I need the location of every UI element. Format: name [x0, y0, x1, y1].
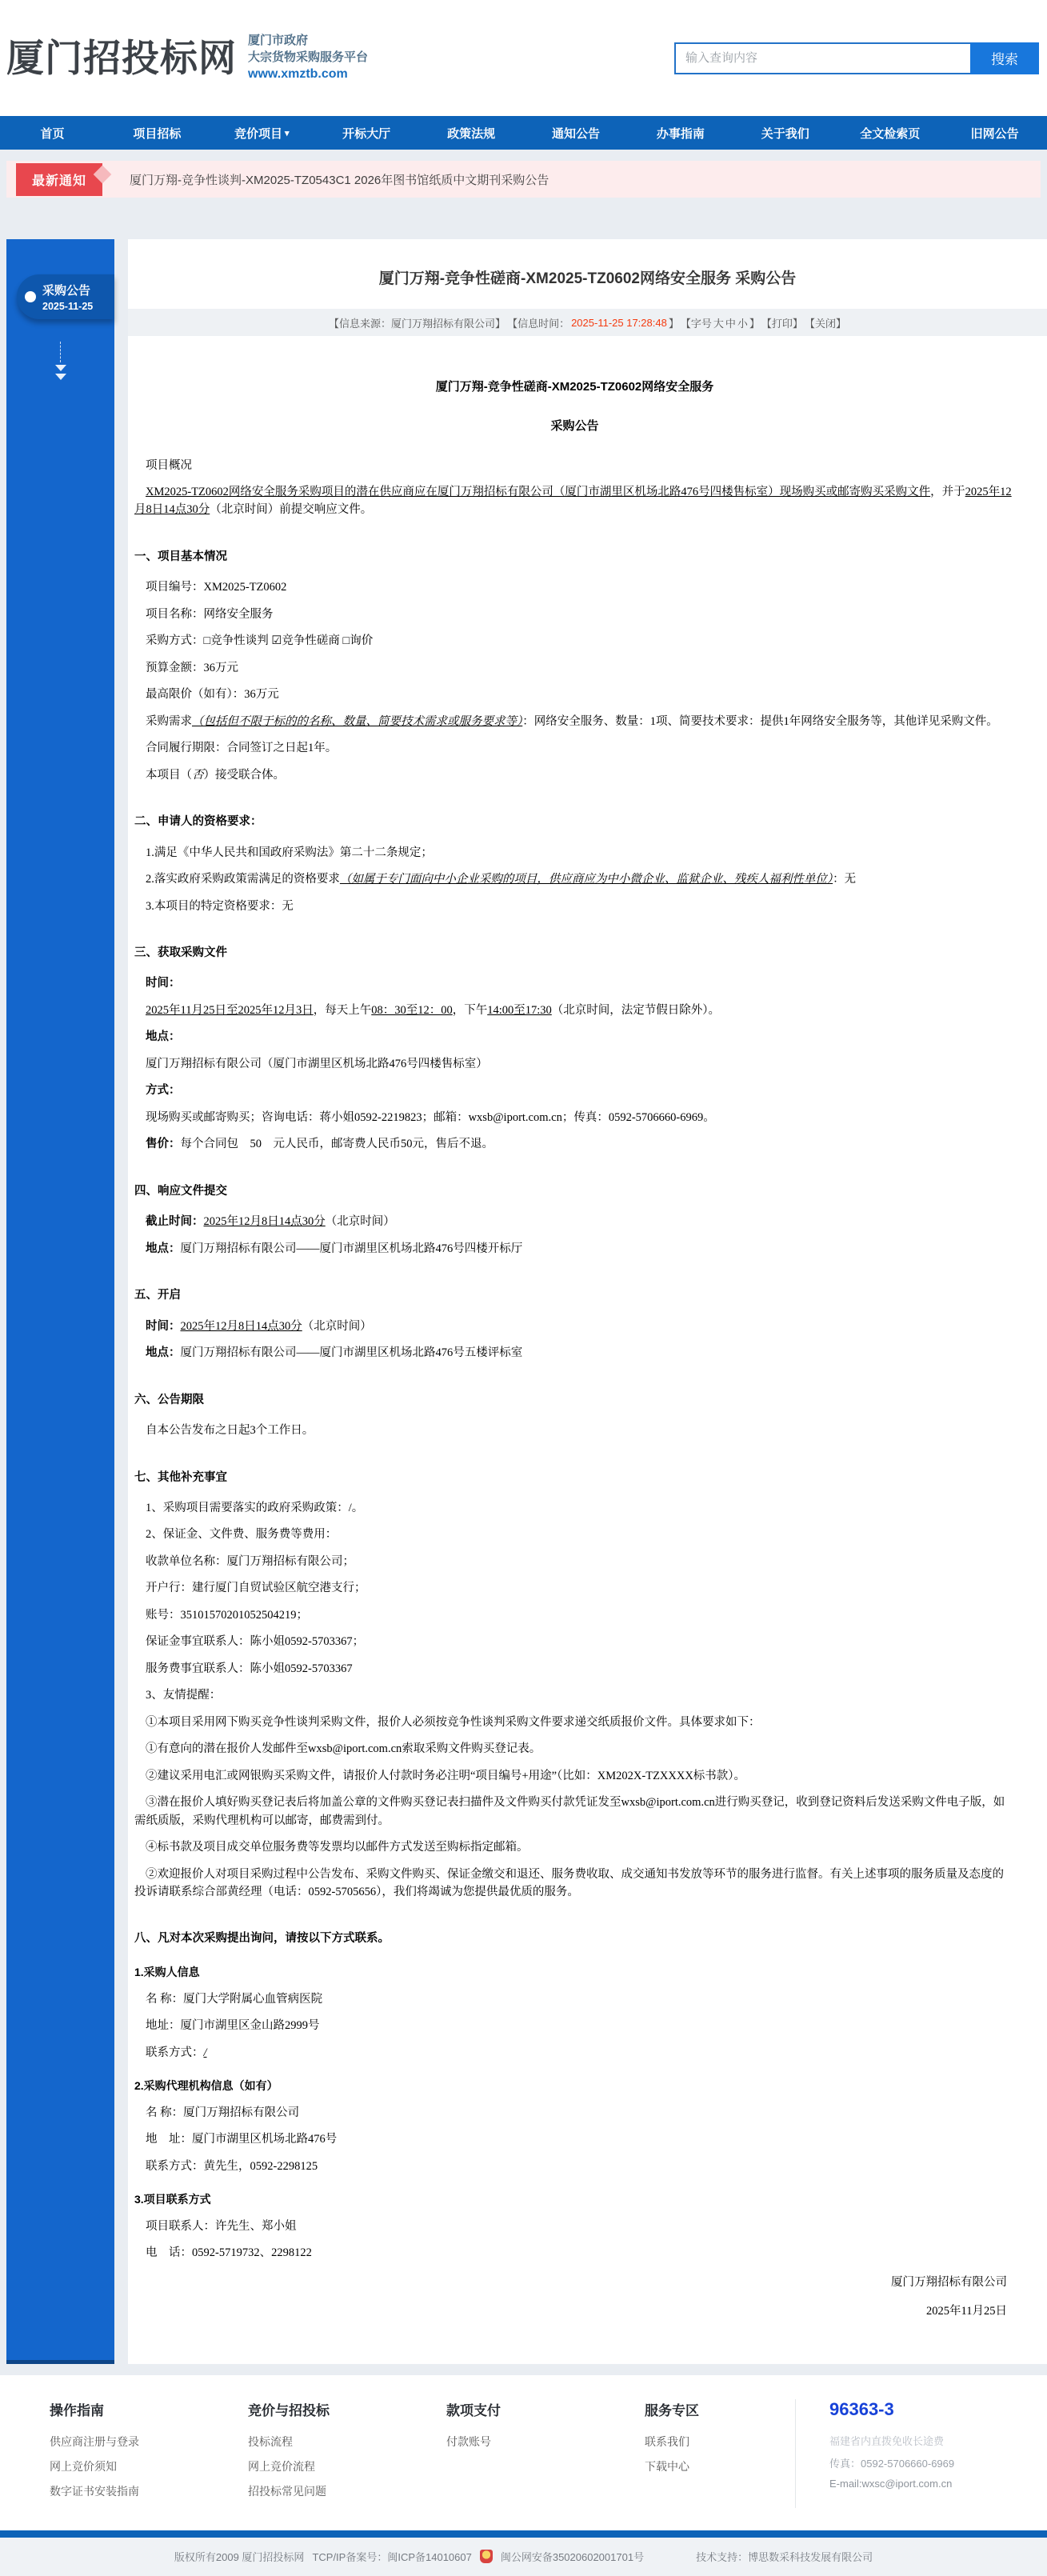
doc-paragraph: 收款单位名称：厦门万翔招标有限公司； [146, 1554, 354, 1568]
doc-paragraph: 地址：厦门市湖里区金山路2999号 [146, 2019, 320, 2033]
search-button[interactable]: 搜索 [970, 42, 1039, 74]
nav-item-project-bidding[interactable]: 项目招标 [133, 126, 182, 141]
doc-paragraph: 项目名称：网络安全服务 [146, 607, 274, 621]
doc-section-heading: 2.采购代理机构信息（如有） [134, 2079, 278, 2093]
footer-link[interactable]: 下载中心 [645, 2459, 689, 2473]
doc-paragraph: 3、友情提醒： [146, 1689, 222, 1702]
doc-paragraph: 3.本项目的特定资格要求：无 [146, 899, 294, 913]
doc-paragraph: 预算金额：36万元 [146, 661, 238, 674]
doc-paragraph: 1.满足《中华人民共和国政府采购法》第二十二条规定； [146, 846, 433, 859]
doc-paragraph: 时间： [146, 977, 181, 990]
doc-paragraph: 2025年11月25日 [926, 2305, 1007, 2318]
doc-paragraph: 联系方式：/ [146, 2046, 207, 2059]
doc-paragraph: 厦门万翔招标有限公司（厦门市湖里区机场北路476号四楼售标室） [146, 1057, 488, 1070]
footer-column-title: 服务专区 [645, 2402, 699, 2418]
doc-paragraph: 方式： [146, 1084, 181, 1098]
doc-paragraph: 售价：每个合同包 50 元人民币，邮寄费人民币50元，售后不退。 [146, 1138, 494, 1151]
hotline-email: E-mail:wxsc@iport.com.cn [829, 2477, 953, 2490]
meta-fontsize-close: 】 [749, 317, 760, 330]
font-size-medium-button[interactable]: 中 [725, 317, 736, 330]
footer-link[interactable]: 供应商注册与登录 [50, 2434, 139, 2448]
latest-notice-bar [6, 161, 1041, 198]
doc-paragraph: 采购需求（包括但不限于标的的名称、数量、简要技术需求或服务要求等）：网络安全服务、数量：1项、简要技术要求：提供1年网络安全服务等，其他详见采购文件。 [146, 714, 998, 728]
doc-section-heading: 八、凡对本次采购提出询问，请按以下方式联系。 [134, 1932, 390, 1946]
doc-paragraph: 2.落实政府采购政策需满足的资格要求（如属于专门面向中小企业采购的项目，供应商应为中小微企业、监狱企业、残疾人福利性单位）：无 [146, 873, 857, 886]
meta-fontsize-label: 【字号 [680, 317, 712, 330]
site-footer [0, 2375, 1047, 2530]
doc-paragraph: 2、保证金、文件费、服务费等费用： [146, 1528, 338, 1542]
logo-subtitle-line1: 厦门市政府 [248, 34, 309, 48]
search-box [674, 42, 1039, 74]
footer-column [446, 2399, 645, 2508]
doc-paragraph: 名 称：厦门万翔招标有限公司 [146, 2106, 300, 2119]
footer-link[interactable]: 网上竞价流程 [248, 2459, 315, 2473]
chevron-down-icon [55, 365, 66, 371]
doc-paragraph: 项目编号：XM2025-TZ0602 [146, 581, 287, 594]
main-area [0, 239, 1047, 2364]
site-header [0, 0, 1047, 116]
nav-item-policies[interactable]: 政策法规 [447, 126, 496, 141]
doc-paragraph: ②建议采用电汇或网银购买采购文件，请报价人付款时务必注明“项目编号+用途”（比如：XM202X-TZXXXX标书款）。 [146, 1769, 746, 1782]
doc-paragraph: 项目概况 [146, 458, 192, 472]
doc-paragraph: 联系方式：黄先生，0592-2298125 [146, 2159, 318, 2173]
doc-section-heading: 七、其他补充事宜 [134, 1470, 227, 1484]
sidebar-item-label: 采购公告 [42, 284, 91, 298]
doc-section-heading: 六、公告期限 [134, 1393, 204, 1406]
footer-column [50, 2399, 248, 2508]
nav-item-old-site-notices[interactable]: 旧网公告 [970, 126, 1019, 141]
police-emblem-icon [480, 2550, 493, 2563]
scroll-down-indicator [6, 342, 114, 380]
hotline-fax: 传真：0592-5706660-6969 [829, 2457, 955, 2470]
doc-paragraph: 本项目（否）接受联合体。 [146, 768, 285, 782]
footer-link[interactable]: 付款账号 [446, 2434, 491, 2448]
doc-section-heading: 四、响应文件提交 [134, 1184, 227, 1198]
nav-item-home[interactable]: 首页 [40, 126, 65, 141]
footer-divider-bar [0, 2530, 1047, 2538]
doc-paragraph: 地点：厦门万翔招标有限公司——厦门市湖里区机场北路476号四楼开标厅 [146, 1242, 523, 1255]
meta-time-label: 【信息时间： [507, 317, 570, 330]
sidebar-item-date: 2025-11-25 [42, 301, 94, 312]
footer-column-title: 款项支付 [446, 2402, 501, 2418]
footer-link[interactable]: 网上竞价须知 [50, 2459, 117, 2473]
dashed-line [60, 342, 61, 362]
logo-subtitle [248, 33, 368, 82]
doc-paragraph: ②欢迎报价人对项目采购过程中公告发布、采购文件购买、保证金缴交和退还、服务费收取、成交通知书发放等环节的服务进行监督。有关上述事项的服务质量及态度的投诉请联系综合部黄经理（电话：0592-5705656），我们将竭诚为您提供最优质的服务。 [134, 1867, 1004, 1898]
doc-paragraph: 截止时间：2025年12月8日14点30分（北京时间） [146, 1215, 395, 1229]
latest-notice-badge: 最新通知 [16, 163, 102, 196]
dot-icon [25, 291, 36, 302]
announcement-document [128, 336, 1047, 2332]
doc-paragraph: 厦门万翔-竞争性磋商-XM2025-TZ0602网络安全服务 [435, 380, 714, 394]
footer-column-title: 操作指南 [50, 2402, 104, 2418]
doc-paragraph: 地 址：厦门市湖里区机场北路476号 [146, 2133, 338, 2146]
article-panel [128, 239, 1047, 2364]
logo-subtitle-line2: 大宗货物采购服务平台 [248, 50, 369, 64]
doc-paragraph: 地点：厦门万翔招标有限公司——厦门市湖里区机场北路476号五楼评标室 [146, 1346, 523, 1360]
doc-paragraph: ④标书款及项目成交单位服务费等发票均以邮件方式发送至购标指定邮箱。 [146, 1841, 529, 1854]
footer-link[interactable]: 联系我们 [645, 2434, 689, 2448]
doc-paragraph: 1、采购项目需要落实的政府采购政策：/。 [146, 1501, 364, 1514]
chevron-down-icon: ▾ [285, 128, 290, 138]
latest-notice-link[interactable]: 厦门万翔-竞争性谈判-XM2025-TZ0543C1 2026年图书馆纸质中文期刊采购公告 [130, 173, 549, 187]
doc-paragraph: ③潜在报价人填好购买登记表后将加盖公章的文件购买登记表扫描件及文件购买付款凭证发至wxsb@iport.com.cn进行购买登记，收到登记资料后发送采购文件电子版，如需纸质版，采购代理机构可以邮寄，邮费需到付。 [134, 1796, 1005, 1827]
chevron-down-icon [55, 374, 66, 380]
doc-paragraph: 账号：35101570201052504219； [146, 1608, 308, 1622]
meta-time-value: 2025-11-25 17:28:48 [571, 316, 667, 329]
logo[interactable] [6, 33, 368, 82]
doc-paragraph: 开户行：建行厦门自贸试验区航空港支行； [146, 1582, 366, 1595]
sidebar-item-text [42, 282, 93, 312]
doc-paragraph: ①本项目采用网下购买竞争性谈判采购文件，报价人必须按竞争性谈判采购文件要求递交纸质报价文件。具体要求如下： [146, 1715, 761, 1729]
doc-paragraph: 厦门万翔招标有限公司 [891, 2275, 1007, 2289]
police-license-link[interactable]: 闽公网安备35020602001701号 [500, 2551, 645, 2564]
footer-link[interactable]: 数字证书安装指南 [50, 2484, 139, 2498]
doc-paragraph: 地点： [146, 1030, 181, 1044]
meta-source: 【信息来源：厦门万翔招标有限公司】 [329, 317, 506, 330]
doc-section-heading: 五、开启 [134, 1289, 181, 1302]
article-meta-bar [128, 309, 1047, 336]
logo-title: 厦门招投标网 [6, 37, 237, 79]
doc-paragraph: 现场购买或邮寄购买；咨询电话：蒋小姐0592-2219823；邮箱：wxsb@iport.com.cn；传真：0592-5706660-6969。 [146, 1110, 715, 1124]
footer-column-title: 竞价与招投标 [248, 2402, 330, 2418]
footer-column [645, 2399, 795, 2508]
doc-paragraph: XM2025-TZ0602网络安全服务采购项目的潜在供应商应在厦门万翔招标有限公司（厦门市湖里区机场北路476号四楼售标室）现场购买或邮寄购买采购文件，并于2025年12月8日14点30分（北京时间）前提交响应文件。 [134, 485, 1012, 517]
nav-item-service-guide[interactable]: 办事指南 [656, 126, 705, 141]
doc-paragraph: 采购方式：□竞争性谈判 ☑竞争性磋商 □询价 [146, 634, 374, 648]
footer-hotline-block [795, 2399, 1023, 2508]
doc-section-heading: 一、项目基本情况 [134, 550, 227, 563]
doc-paragraph: 电 话：0592-5719732、2298122 [146, 2246, 312, 2260]
page-title: 厦门万翔-竞争性磋商-XM2025-TZ0602网络安全服务 采购公告 [378, 270, 797, 287]
doc-section-heading: 3.项目联系方式 [134, 2193, 211, 2206]
icp-license-link[interactable]: TCP/IP备案号：闽ICP备14010607 [312, 2551, 472, 2564]
left-timeline-sidebar [6, 239, 114, 2364]
doc-paragraph: ①有意向的潜在报价人发邮件至wxsb@iport.com.cn索取采购文件购买登记表。 [146, 1742, 541, 1756]
meta-time-close: 】 [668, 317, 679, 330]
doc-paragraph: 采购公告 [550, 419, 599, 434]
main-nav [0, 116, 1047, 150]
copyright-text: 版权所有2009 厦门招投标网 [174, 2551, 305, 2564]
doc-paragraph: 保证金事宜联系人：陈小姐0592-5703367； [146, 1635, 365, 1649]
doc-paragraph: 服务费事宜联系人：陈小姐0592-5703367 [146, 1662, 353, 1675]
footer-link[interactable]: 招投标常见问题 [248, 2484, 326, 2498]
doc-paragraph: 2025年11月25日至2025年12月3日，每天上午08：30至12：00，下午14:00至17:30（北京时间，法定节假日除外）。 [146, 1003, 721, 1017]
sidebar-item-procurement-notice[interactable] [17, 274, 114, 319]
doc-paragraph: 名 称：厦门大学附属心血管病医院 [146, 1992, 323, 2006]
font-size-large-button[interactable]: 大 [713, 317, 724, 330]
print-button[interactable]: 【打印】 [761, 317, 803, 330]
doc-paragraph: 合同履行期限：合同签订之日起1年。 [146, 742, 338, 755]
doc-section-heading: 三、获取采购文件 [134, 946, 227, 959]
nav-item-full-text-search[interactable]: 全文检索页 [860, 126, 921, 141]
logo-url: www.xmztb.com [248, 66, 348, 81]
nav-item-bid-opening-hall[interactable]: 开标大厅 [342, 126, 391, 141]
doc-paragraph: 自本公告发布之日起3个工作日。 [146, 1424, 314, 1438]
copyright-bar [0, 2538, 1047, 2576]
font-size-small-button[interactable]: 小 [737, 317, 748, 330]
nav-item-about-us[interactable]: 关于我们 [761, 126, 809, 141]
hotline-number: 96363-3 [829, 2398, 894, 2419]
nav-item-notices[interactable]: 通知公告 [551, 126, 600, 141]
footer-link[interactable]: 投标流程 [248, 2434, 293, 2448]
search-input[interactable] [674, 42, 970, 74]
footer-column [248, 2399, 446, 2508]
doc-section-heading: 1.采购人信息 [134, 1965, 200, 1978]
footer-link-columns [50, 2399, 795, 2508]
tech-support-text: 技术支持：博思数采科技发展有限公司 [696, 2551, 873, 2564]
hotline-note: 福建省内直拨免收长途费 [829, 2434, 945, 2447]
doc-section-heading: 二、申请人的资格要求： [134, 815, 262, 829]
close-button[interactable]: 【关闭】 [804, 317, 846, 330]
doc-paragraph: 最高限价（如有）：36万元 [146, 688, 279, 702]
doc-paragraph: 时间：2025年12月8日14点30分（北京时间） [146, 1319, 372, 1333]
doc-paragraph: 项目联系人：许先生、郑小姐 [146, 2219, 297, 2233]
nav-item-bidding-items[interactable]: 竞价项目 ▾ [234, 126, 290, 141]
